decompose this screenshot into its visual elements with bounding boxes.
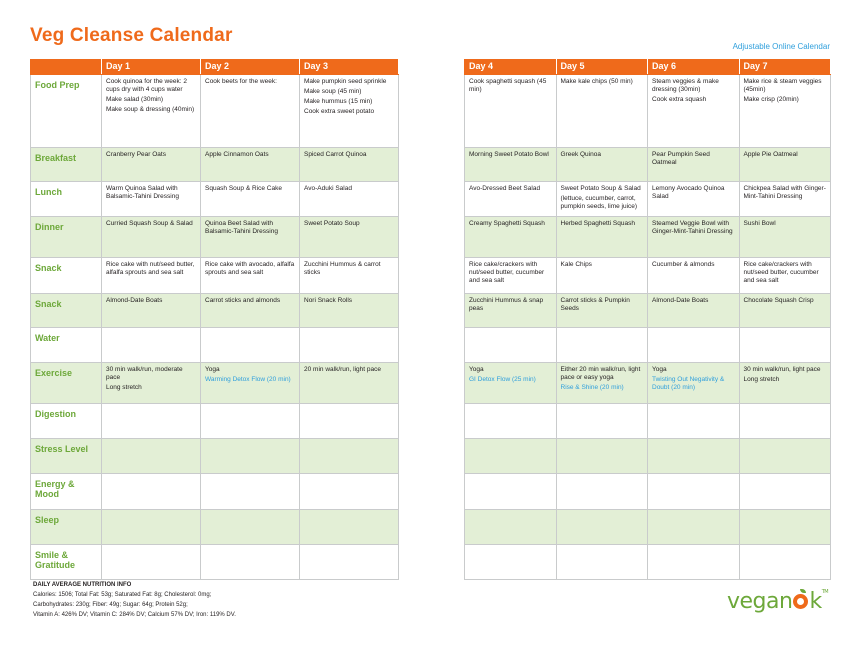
calendar-cell[interactable] [300,258,399,294]
day-header: Day 7 [739,60,831,75]
day-header: Day 6 [648,60,740,75]
calendar-cell[interactable] [648,148,740,182]
calendar-cell[interactable] [556,439,648,474]
cell-text: Make soup & dressing (40min) [106,106,195,113]
table-row [465,258,831,294]
row-label: Stress Level [31,439,102,474]
cell-text: Nori Snack Rolls [304,297,353,304]
calendar-cell[interactable] [102,148,201,182]
calendar-cell[interactable] [739,148,831,182]
calendar-cell[interactable] [102,545,201,580]
cell-text: Greek Quinoa [560,151,601,158]
calendar-cell[interactable] [556,217,648,258]
cell-text: Sushi Bowl [743,220,776,227]
table-row [465,510,831,545]
calendar-cell[interactable] [300,328,399,363]
table-row [31,182,399,217]
cell-text: Almond-Date Boats [652,297,709,304]
calendar-cell[interactable] [648,217,740,258]
cell-text: Lemony Avocado Quinoa Salad [652,185,725,200]
calendar-cell[interactable] [201,75,300,148]
cell-text: Yoga [205,366,220,373]
video-link[interactable]: Rise & Shine (20 min) [560,384,624,391]
calendar-cell[interactable] [648,258,740,294]
table-row [31,75,399,148]
calendar-cell[interactable] [648,328,740,363]
nutrition-line: Carbohydrates: 230g; Fiber: 49g; Sugar: 64g; Protein 52g; [33,602,188,608]
table-row [465,182,831,217]
video-link[interactable]: GI Detox Flow (25 min) [469,376,536,383]
calendar-cell[interactable] [465,510,557,545]
calendar-cell[interactable] [465,148,557,182]
calendar-cell[interactable] [648,294,740,328]
row-label: Food Prep [31,75,102,148]
table-row [31,510,399,545]
cell-text: Quinoa Beet Salad with Balsamic-Tahini Dressing [205,220,278,235]
cell-text: Rice cake with nut/seed butter, alfalfa sprouts and sea salt [106,261,195,276]
calendar-cell[interactable] [201,294,300,328]
cell-text: Long stretch [106,384,142,391]
calendar-cell[interactable] [300,75,399,148]
calendar-cell[interactable] [300,182,399,217]
calendar-cell[interactable] [465,258,557,294]
calendar-cell[interactable] [739,75,831,148]
cell-text: Yoga [469,366,484,373]
calendar-cell[interactable] [201,328,300,363]
cell-text: Cranberry Pear Oats [106,151,166,158]
row-label: Snack [31,258,102,294]
calendar-cell[interactable] [102,404,201,439]
cell-text: Make rice & steam veggies (45min) [743,78,822,93]
calendar-cell[interactable] [102,258,201,294]
cell-text: Make pumpkin seed sprinkle [304,78,387,85]
cell-text: Carrot sticks and almonds [205,297,281,304]
row-label: Sleep [31,510,102,545]
video-link[interactable]: Warming Detox Flow (20 min) [205,376,291,383]
calendar-cell[interactable] [556,258,648,294]
calendar-cell[interactable] [739,545,831,580]
table-row [465,363,831,404]
cell-text: Warm Quinoa Salad with Balsamic-Tahini Dressing [106,185,179,200]
calendar-cell[interactable] [648,439,740,474]
calendar-cell[interactable] [102,439,201,474]
cell-text: Zucchini Hummus & carrot sticks [304,261,381,276]
calendar-cell[interactable] [102,328,201,363]
calendar-cell[interactable] [201,363,300,404]
calendar-cell[interactable] [201,404,300,439]
calendar-cell[interactable] [556,474,648,510]
table-row [31,148,399,182]
cell-text: Make salad (30min) [106,96,164,103]
cell-text: Cook extra squash [652,96,707,103]
nutrition-line: Calories: 1506; Total Fat: 53g; Saturated Fat: 8g; Cholesterol: 0mg; [33,592,212,598]
calendar-cell[interactable] [556,294,648,328]
cell-text: Steamed Veggie Bowl with Ginger-Mint-Tahini Dressing [652,220,733,235]
cell-text: Rice cake with avocado, alfalfa sprouts and sea salt [205,261,295,276]
calendar-cell[interactable] [739,217,831,258]
calendar-cell[interactable] [556,363,648,404]
cell-text: Make crisp (20min) [743,96,799,103]
cell-text: Rice cake/crackers with nut/seed butter, cucumber and sea salt [743,261,819,284]
cell-text: 30 min walk/run, light pace [743,366,821,373]
table-row [465,474,831,510]
calendar-cell[interactable] [465,474,557,510]
calendar-cell[interactable] [465,75,557,148]
cell-text: Cook beets for the week: [205,78,277,85]
cell-text: (lettuce, cucumber, carrot, pumpkin seeds, lime juice) [560,195,638,210]
calendar-cell[interactable] [300,363,399,404]
cell-text: Cucumber & almonds [652,261,715,268]
table-row [31,258,399,294]
cell-text: Sweet Potato Soup [304,220,360,227]
cell-text: Apple Pie Oatmeal [743,151,798,158]
cell-text: Squash Soup & Rice Cake [205,185,282,192]
table-row [465,328,831,363]
calendar-cell[interactable] [201,474,300,510]
day-header: Day 5 [556,60,648,75]
calendar-cell[interactable] [102,182,201,217]
cell-text: 30 min walk/run, moderate pace [106,366,183,381]
table-row [465,148,831,182]
table-row [31,545,399,580]
cell-text: Morning Sweet Potato Bowl [469,151,549,158]
calendar-cell[interactable] [465,294,557,328]
calendar-cell[interactable] [465,545,557,580]
cell-text: Make soup (45 min) [304,88,362,95]
calendar-cell[interactable] [739,328,831,363]
table-row [31,363,399,404]
calendar-cell[interactable] [300,439,399,474]
calendar-cell[interactable] [300,217,399,258]
calendar-cell[interactable] [465,328,557,363]
calendar-cell[interactable] [201,182,300,217]
row-label: Energy & Mood [31,474,102,510]
calendar-cell[interactable] [465,439,557,474]
cell-text: Spiced Carrot Quinoa [304,151,367,158]
row-label: Dinner [31,217,102,258]
calendar-cell[interactable] [648,182,740,217]
nutrition-info [33,580,413,620]
calendar-cell[interactable] [739,439,831,474]
logo-tm: TM [821,589,829,595]
calendar-cell[interactable] [300,148,399,182]
row-label: Snack [31,294,102,328]
cell-text: Cook spaghetti squash (45 min) [469,78,547,93]
cell-text: Herbed Spaghetti Squash [560,220,635,227]
calendar-cell[interactable] [739,510,831,545]
table-row [465,404,831,439]
calendar-cell[interactable] [739,258,831,294]
calendar-cell[interactable] [465,404,557,439]
veganok-logo [727,589,828,614]
cell-text: Long stretch [743,376,780,383]
adjustable-online-calendar-link[interactable]: Adjustable Online Calendar [732,42,830,51]
cell-text: Make hummus (15 min) [304,98,373,105]
calendar-cell[interactable] [648,75,740,148]
calendar-cell[interactable] [556,404,648,439]
calendar-cell[interactable] [102,217,201,258]
cell-text: Cook extra sweet potato [304,108,375,115]
logo-text-before: vegan [727,589,793,614]
calendar-cell[interactable] [556,510,648,545]
cell-text: Zucchini Hummus & snap peas [469,297,544,312]
cell-text: Pear Pumpkin Seed Oatmeal [652,151,710,166]
calendar-cell[interactable] [201,217,300,258]
calendar-cell[interactable] [201,439,300,474]
calendar-cell[interactable] [556,148,648,182]
calendar-cell[interactable] [201,148,300,182]
row-label: Digestion [31,404,102,439]
calendar-cell[interactable] [556,75,648,148]
calendar-cell[interactable] [102,75,201,148]
table-row [465,545,831,580]
calendar-cell[interactable] [648,545,740,580]
cell-text: Make kale chips (50 min) [560,78,633,85]
cell-text: Chickpea Salad with Ginger-Mint-Tahini Dressing [743,185,826,200]
calendar-cell[interactable] [465,217,557,258]
table-row [465,217,831,258]
day-header: Day 1 [102,60,201,75]
calendar-cell[interactable] [648,510,740,545]
row-label: Lunch [31,182,102,217]
row-label: Exercise [31,363,102,404]
calendar-cell[interactable] [648,404,740,439]
cell-text: Either 20 min walk/run, light pace or easy yoga [560,366,641,381]
row-label: Smile & Gratitude [31,545,102,580]
nutrition-line: Vitamin A: 426% DV; Vitamin C: 284% DV; Calcium 57% DV; Iron: 119% DV. [33,612,236,618]
calendar-cell[interactable] [739,363,831,404]
cell-text: Avo-Aduki Salad [304,185,352,192]
calendar-cell[interactable] [102,474,201,510]
calendar-table-days-4-7 [464,59,831,580]
cell-text: Kale Chips [560,261,592,268]
calendar-cell[interactable] [102,294,201,328]
cell-text: Almond-Date Boats [106,297,163,304]
calendar-cell[interactable] [465,363,557,404]
calendar-cell[interactable] [739,182,831,217]
calendar-cell[interactable] [102,510,201,545]
day-header: Day 3 [300,60,399,75]
cell-text: Steam veggies & make dressing (30min) [652,78,719,93]
calendar-cell[interactable] [465,182,557,217]
calendar-cell[interactable] [300,404,399,439]
calendar-cell[interactable] [739,404,831,439]
calendar-cell[interactable] [648,474,740,510]
day-header: Day 4 [465,60,557,75]
calendar-cell[interactable] [201,258,300,294]
cell-text: Rice cake/crackers with nut/seed butter, cucumber and sea salt [469,261,545,284]
table-row [31,439,399,474]
table-row [31,474,399,510]
calendar-cell[interactable] [556,328,648,363]
calendar-cell[interactable] [102,363,201,404]
calendar-table-days-1-3 [30,59,399,580]
logo-text-after: k [809,589,822,614]
cell-text: Chocolate Squash Crisp [743,297,814,304]
calendar-cell[interactable] [556,545,648,580]
row-label: Water [31,328,102,363]
calendar-cell[interactable] [300,294,399,328]
calendar-cell[interactable] [300,474,399,510]
calendar-cell[interactable] [201,510,300,545]
cell-text: Yoga [652,366,667,373]
table-row [31,217,399,258]
page-title: Veg Cleanse Calendar [30,25,233,46]
table-row [465,439,831,474]
cell-text: Cook quinoa for the week: 2 cups dry with 4 cups water [106,78,187,93]
cell-text: Sweet Potato Soup & Salad [560,185,641,192]
cell-text: Apple Cinnamon Oats [205,151,269,158]
cell-text: Creamy Spaghetti Squash [469,220,545,227]
video-link[interactable]: Twisting Out Negativity & Doubt (20 min) [652,376,725,391]
header-corner [31,60,102,75]
nutrition-heading: DAILY AVERAGE NUTRITION INFO [33,582,132,588]
table-row [465,294,831,328]
calendar-cell[interactable] [739,294,831,328]
calendar-cell[interactable] [556,182,648,217]
calendar-cell[interactable] [648,363,740,404]
cell-text: Carrot sticks & Pumpkin Seeds [560,297,630,312]
calendar-cell[interactable] [300,545,399,580]
calendar-cell[interactable] [300,510,399,545]
day-header: Day 2 [201,60,300,75]
table-row [465,75,831,148]
cell-text: 20 min walk/run, light pace [304,366,381,373]
table-row [31,294,399,328]
table-row [31,404,399,439]
calendar-cell[interactable] [739,474,831,510]
cell-text: Avo-Dressed Beet Salad [469,185,541,192]
cell-text: Curried Squash Soup & Salad [106,220,193,227]
row-label: Breakfast [31,148,102,182]
table-row [31,328,399,363]
orange-icon [793,594,808,609]
calendar-cell[interactable] [201,545,300,580]
